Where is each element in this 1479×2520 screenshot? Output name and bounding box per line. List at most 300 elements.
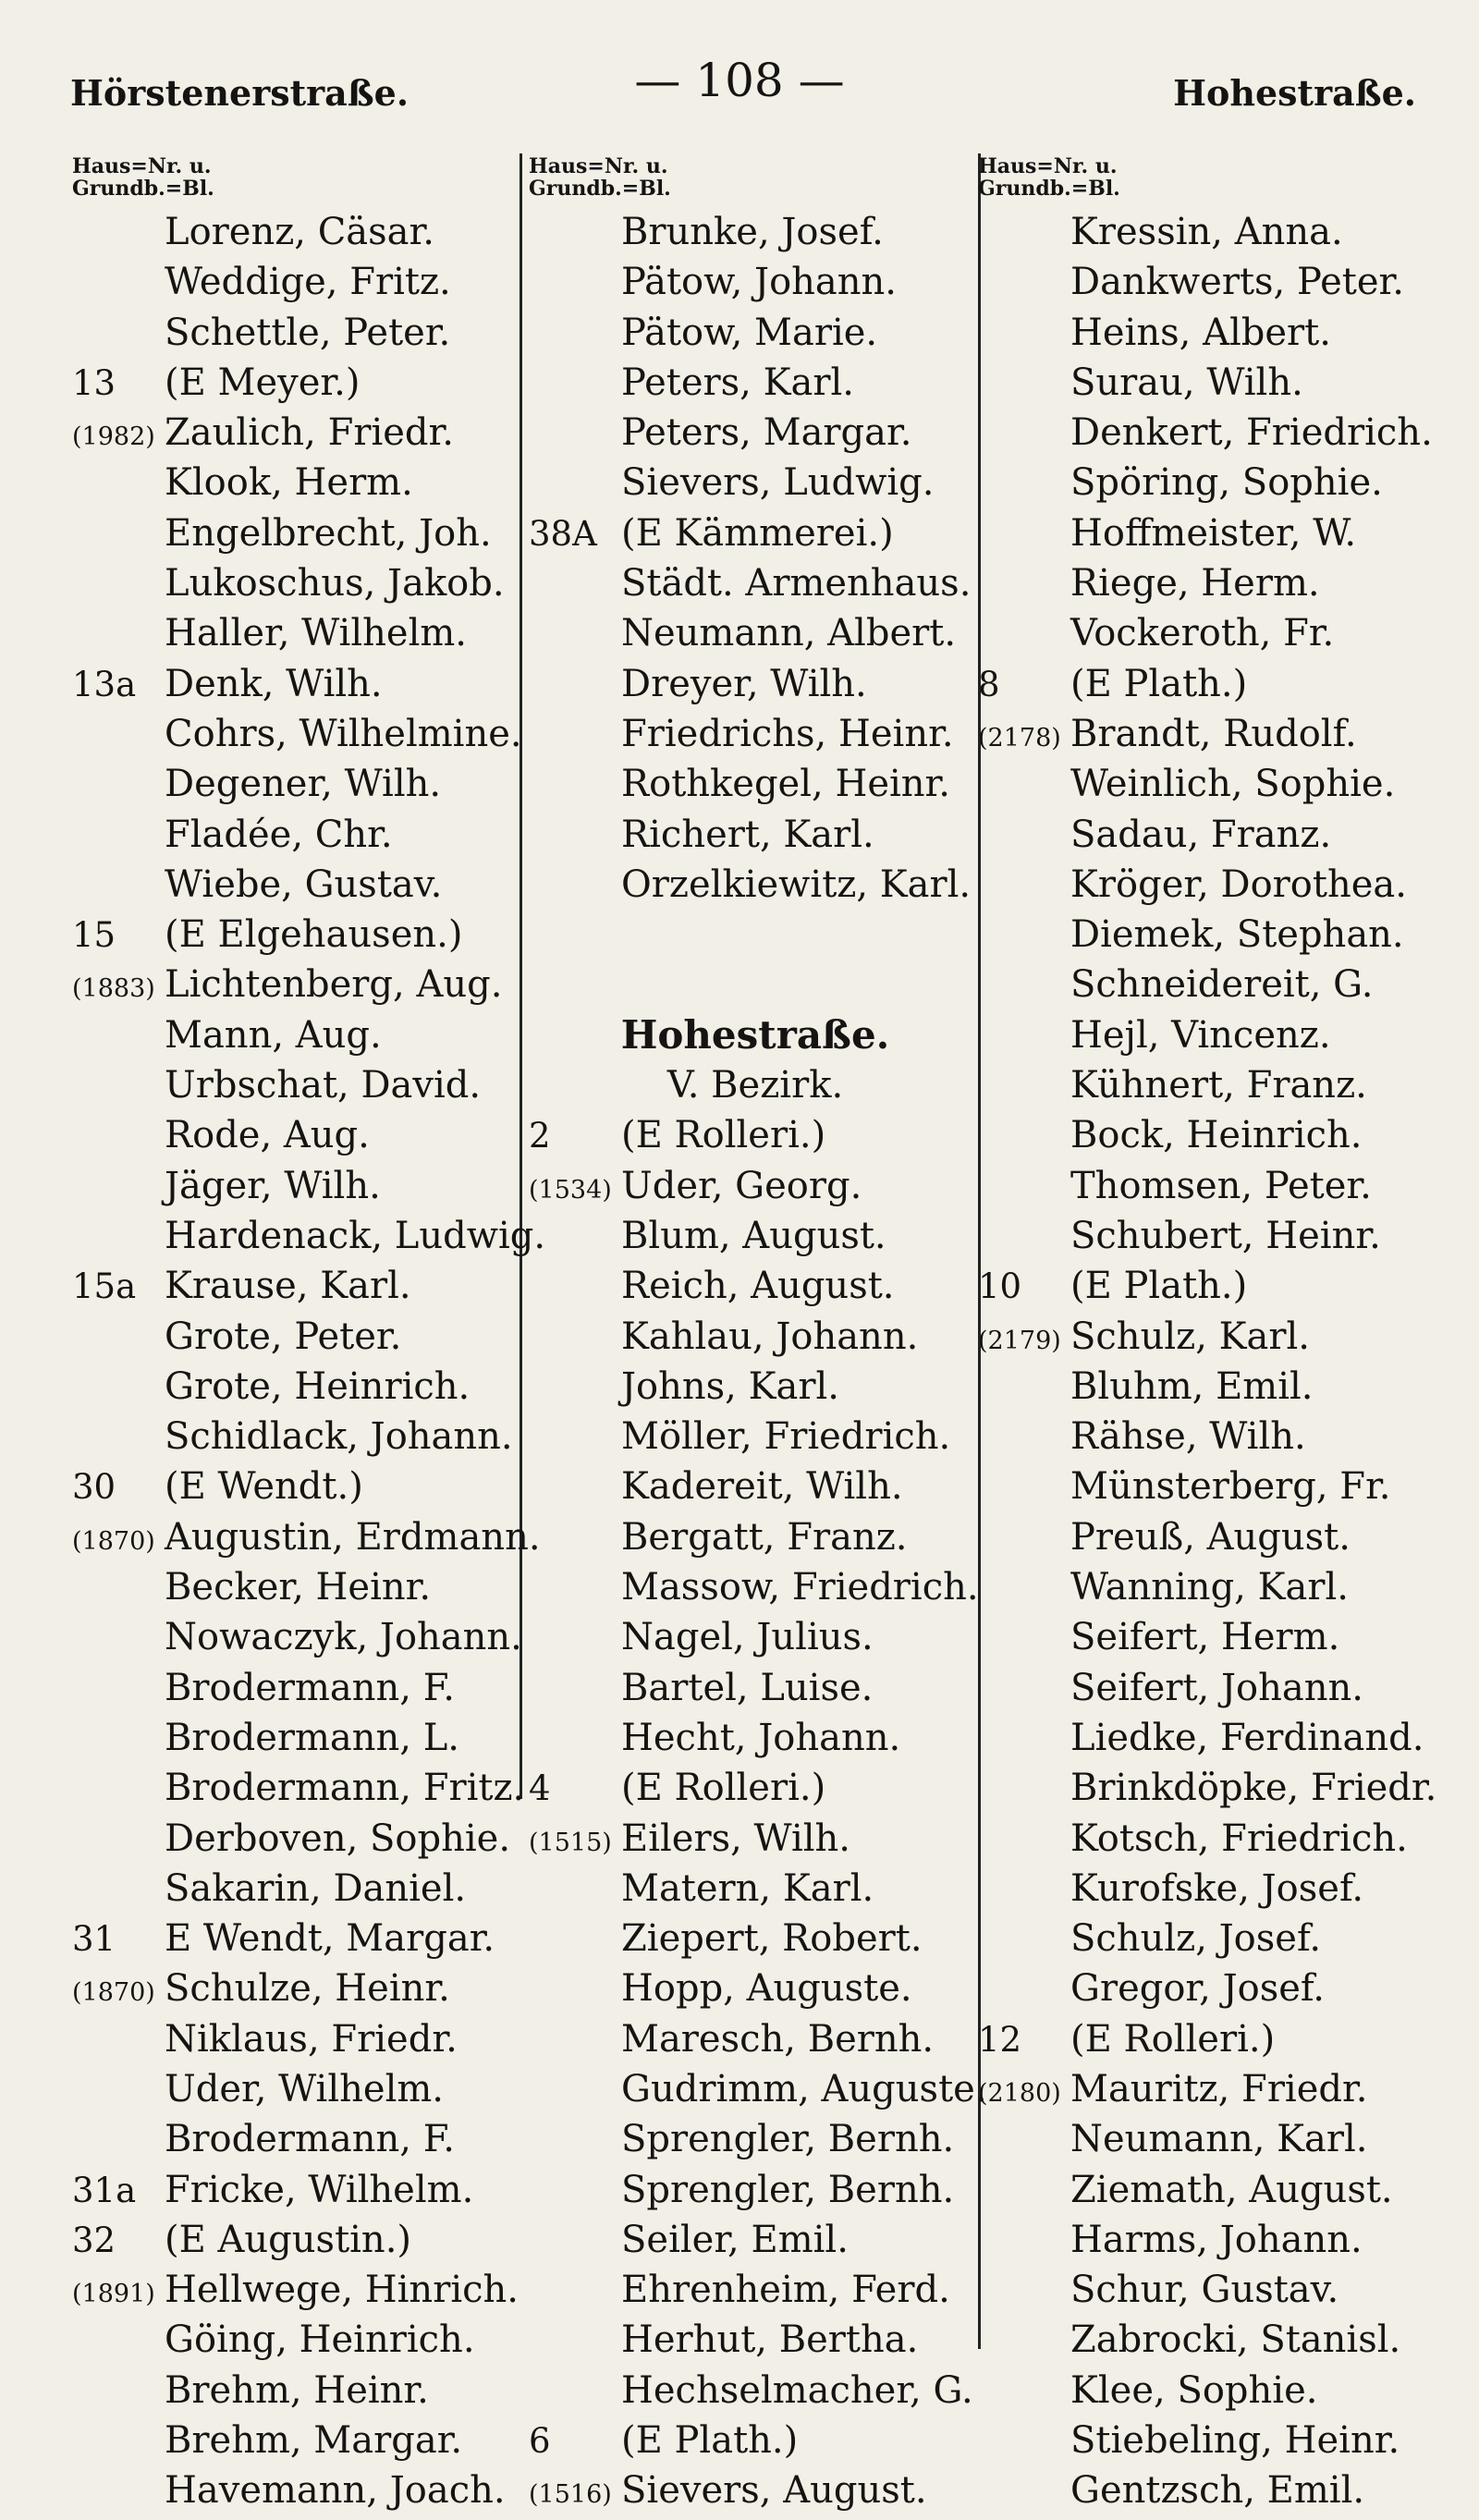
resident-name: Hejl, Vincenz. <box>1070 1013 1331 1057</box>
list-item <box>72 810 525 860</box>
resident-name: Brodermann, L. <box>165 1716 460 1759</box>
resident-name: Sakarin, Daniel. <box>165 1866 467 1910</box>
resident-name: Brodermann, F. <box>165 2118 455 2161</box>
list-item <box>529 2265 982 2315</box>
resident-name: (E Rolleri.) <box>621 1114 826 1157</box>
list-item <box>72 358 525 408</box>
list-item <box>529 558 982 608</box>
list-item <box>529 1864 982 1914</box>
resident-name: Kressin, Anna. <box>1070 211 1343 253</box>
list-item <box>72 1963 525 2013</box>
column-header-line2: Grundb.=Bl. <box>72 177 214 201</box>
list-item <box>529 1814 982 1864</box>
list-item <box>72 508 525 558</box>
list-item <box>529 1161 982 1211</box>
resident-name: Engelbrecht, Joh. <box>165 511 492 555</box>
list-item <box>529 1362 982 1412</box>
resident-name: (E Wendt.) <box>165 1465 363 1509</box>
resident-name: Schubert, Heinr. <box>1070 1214 1381 1257</box>
column-2 <box>529 154 987 2516</box>
resident-name: Möller, Friedrich. <box>621 1415 951 1459</box>
resident-name: Rode, Aug. <box>165 1114 370 1157</box>
list-item <box>978 2315 1440 2365</box>
resident-name: Ziepert, Robert. <box>621 1917 923 1961</box>
list-item <box>529 1612 982 1662</box>
resident-name: Herhut, Bertha. <box>621 2318 919 2362</box>
resident-name: Bluhm, Emil. <box>1070 1364 1314 1408</box>
list-item <box>72 1512 541 1562</box>
list-item <box>72 558 525 608</box>
list-item <box>72 1211 546 1261</box>
resident-name: Göing, Heinrich. <box>165 2318 475 2362</box>
list-item <box>529 2114 982 2164</box>
list-item <box>72 1663 525 1713</box>
resident-name: Zabrocki, Stanisl. <box>1070 2318 1401 2362</box>
house-number: 15a <box>72 1266 137 1307</box>
resident-name: Augustin, Erdmann. <box>165 1515 541 1559</box>
list-item <box>978 1612 1440 1662</box>
column-header-line2: Grundb.=Bl. <box>529 177 671 201</box>
column-header-line1: Haus=Nr. u. <box>978 154 1118 178</box>
list-item <box>529 207 982 257</box>
list-item <box>978 659 1440 709</box>
resident-name: Brandt, Rudolf. <box>1070 712 1357 755</box>
resident-name: (E Rolleri.) <box>621 1767 826 1810</box>
resident-name: Brodermann, F. <box>165 1666 455 1709</box>
resident-name: Seifert, Johann. <box>1070 1666 1363 1709</box>
resident-name: Massow, Friedrich. <box>621 1566 979 1609</box>
list-item <box>72 257 525 307</box>
list-item <box>72 1060 525 1110</box>
list-item <box>72 608 525 658</box>
resident-name: Denk, Wilh. <box>165 662 383 705</box>
list-item <box>72 1612 525 1662</box>
resident-name: Grote, Heinrich. <box>165 1364 471 1408</box>
list-item <box>978 2416 1440 2465</box>
house-number: (1891) <box>72 2280 155 2309</box>
resident-name: Matern, Karl. <box>621 1866 874 1910</box>
resident-name: Nowaczyk, Johann. <box>165 1616 522 1659</box>
list-item <box>72 1412 525 1462</box>
resident-name: Gudrimm, Auguste. <box>621 2067 987 2110</box>
resident-name: Fladée, Chr. <box>165 813 393 856</box>
list-item <box>72 1261 525 1311</box>
resident-name: Schulze, Heinr. <box>165 1967 450 2011</box>
list-item <box>529 508 982 558</box>
resident-name: Sadau, Franz. <box>1070 813 1332 856</box>
list-item <box>529 2315 982 2365</box>
resident-name: Riege, Herm. <box>1070 562 1320 606</box>
list-item <box>978 2014 1440 2064</box>
resident-name: Hopp, Auguste. <box>621 1967 912 2011</box>
list-item <box>978 2265 1440 2315</box>
column-header <box>72 155 525 207</box>
list-item <box>529 1512 982 1562</box>
list-item <box>978 358 1440 408</box>
resident-name: Bock, Heinrich. <box>1070 1114 1363 1157</box>
resident-name: Ehrenheim, Ferd. <box>621 2269 950 2312</box>
resident-name: Peters, Karl. <box>621 361 854 404</box>
list-item <box>529 1110 982 1160</box>
resident-name: Sprengler, Bernh. <box>621 2168 955 2211</box>
list-item <box>978 2215 1440 2265</box>
list-item <box>978 558 1440 608</box>
house-number: (1870) <box>72 1978 155 2008</box>
list-item <box>529 2014 982 2064</box>
list-item <box>72 2165 525 2215</box>
list-item <box>72 2014 525 2064</box>
list-item <box>529 308 982 358</box>
house-number: (2178) <box>978 723 1061 752</box>
list-item <box>978 759 1440 809</box>
list-item <box>529 1763 982 1813</box>
list-item <box>72 1010 525 1060</box>
list-item <box>978 1161 1440 1211</box>
list-item <box>529 2366 982 2416</box>
list-item <box>72 960 525 1009</box>
house-number: 30 <box>72 1467 116 1508</box>
list-item <box>978 1010 1440 1060</box>
resident-name: Urbschat, David. <box>165 1064 482 1107</box>
resident-name: Liedke, Ferdinand. <box>1070 1716 1424 1759</box>
resident-name: Hellwege, Hinrich. <box>165 2269 519 2312</box>
resident-name: Reich, August. <box>621 1265 895 1308</box>
resident-name: Uder, Wilhelm. <box>165 2067 445 2110</box>
resident-name: Sievers, August. <box>621 2469 927 2513</box>
list-item <box>72 709 525 759</box>
resident-name: (E Kämmerei.) <box>621 511 894 555</box>
resident-name: Seifert, Herm. <box>1070 1616 1340 1659</box>
resident-name: Heins, Albert. <box>1070 311 1331 354</box>
column-1 <box>72 154 546 2516</box>
list-item <box>529 1261 982 1311</box>
list-item <box>72 1312 525 1362</box>
resident-name: Gentzsch, Emil. <box>1070 2469 1365 2513</box>
resident-name: Kadereit, Wilh. <box>621 1465 903 1509</box>
resident-name: Uder, Georg. <box>621 1164 862 1207</box>
resident-name: (E Plath.) <box>1070 662 1248 705</box>
resident-name: Friedrichs, Heinr. <box>621 712 954 755</box>
list-item <box>529 1562 982 1612</box>
list-item <box>978 2114 1440 2164</box>
house-number: 6 <box>529 2421 551 2462</box>
resident-name: Zaulich, Friedr. <box>165 411 454 455</box>
resident-name: Surau, Wilh. <box>1070 361 1303 404</box>
list-item <box>978 910 1440 960</box>
resident-name: (E Rolleri.) <box>1070 2017 1276 2061</box>
list-item <box>529 1312 982 1362</box>
resident-name: Diemek, Stephan. <box>1070 913 1404 957</box>
list-item <box>978 257 1440 307</box>
list-item <box>978 1864 1440 1914</box>
list-item <box>529 659 982 709</box>
resident-name: Schidlack, Johann. <box>165 1415 513 1459</box>
list-item <box>529 408 982 458</box>
list-item <box>529 1211 982 1261</box>
list-item <box>978 1914 1440 1963</box>
list-item <box>72 2366 525 2416</box>
resident-name: Cohrs, Wilhelmine. <box>165 712 522 755</box>
resident-name: (E Plath.) <box>1070 1265 1248 1308</box>
list-item <box>529 1412 982 1462</box>
resident-name: Gregor, Josef. <box>1070 1967 1325 2011</box>
house-number: 4 <box>529 1768 551 1809</box>
resident-name: Brunke, Josef. <box>621 211 884 253</box>
resident-name: Bartel, Luise. <box>621 1666 874 1709</box>
list-item <box>72 1713 525 1763</box>
list-item <box>529 458 982 508</box>
list-item <box>72 1763 525 1813</box>
house-number: (1516) <box>529 2480 612 2510</box>
resident-name: Kotsch, Friedrich. <box>1070 1817 1408 1860</box>
resident-name: Stiebeling, Heinr. <box>1070 2419 1400 2463</box>
list-item <box>978 1312 1440 1362</box>
resident-name: Fricke, Wilhelm. <box>165 2168 474 2211</box>
resident-name: Städt. Armenhaus. <box>621 562 972 606</box>
resident-name: Klook, Herm. <box>165 461 413 505</box>
house-number: 15 <box>72 915 116 956</box>
running-head-left: Hörstenerstraße. <box>70 72 409 114</box>
resident-name: Eilers, Wilh. <box>621 1817 851 1860</box>
resident-name: (E Plath.) <box>621 2419 799 2463</box>
list-item <box>72 1462 525 1511</box>
resident-name: Brinkdöpke, Friedr. <box>1070 1767 1437 1810</box>
list-item <box>529 358 982 408</box>
resident-name: Brehm, Margar. <box>165 2419 463 2463</box>
list-item <box>978 2165 1440 2215</box>
section-subtitle: V. Bezirk. <box>666 1064 844 1107</box>
resident-name: Weinlich, Sophie. <box>1070 763 1396 806</box>
list-item <box>978 960 1440 1009</box>
resident-name: Wiebe, Gustav. <box>165 862 443 906</box>
list-item <box>978 1211 1440 1261</box>
column-header-line2: Grundb.=Bl. <box>978 177 1120 201</box>
section-title: Hohestraße. <box>620 1011 890 1058</box>
list-item <box>529 860 982 910</box>
resident-name: Weddige, Fritz. <box>165 261 451 304</box>
resident-name: Brodermann, Fritz. <box>165 1767 525 1810</box>
list-item <box>978 1362 1440 1412</box>
list-item <box>72 910 525 960</box>
resident-name: Brehm, Heinr. <box>165 2368 429 2412</box>
resident-name: Peters, Margar. <box>621 411 912 455</box>
resident-name: Sprengler, Bernh. <box>621 2118 955 2161</box>
list-item <box>978 308 1440 358</box>
resident-name: Neumann, Albert. <box>621 612 957 655</box>
house-number: 13 <box>72 362 116 403</box>
list-item <box>978 2366 1440 2416</box>
list-item <box>72 1814 525 1864</box>
resident-name: Neumann, Karl. <box>1070 2118 1368 2161</box>
entry-list <box>72 207 546 2516</box>
resident-name: Blum, August. <box>621 1214 886 1257</box>
house-number: 13a <box>72 664 137 704</box>
resident-name: Münsterberg, Fr. <box>1070 1465 1391 1509</box>
list-item <box>978 1110 1440 1160</box>
list-item <box>529 608 982 658</box>
resident-name: Thomsen, Peter. <box>1070 1164 1372 1207</box>
list-item <box>978 1562 1440 1612</box>
list-item <box>72 1562 525 1612</box>
list-item <box>529 2064 987 2114</box>
house-number: (1883) <box>72 974 155 1004</box>
resident-name: Hoffmeister, W. <box>1070 511 1357 555</box>
house-number: (2180) <box>978 2078 1061 2108</box>
resident-name: Schulz, Josef. <box>1070 1917 1322 1961</box>
resident-name: Kröger, Dorothea. <box>1070 862 1407 906</box>
house-number: (1982) <box>72 422 155 452</box>
list-item <box>72 1914 525 1963</box>
resident-name: Grote, Peter. <box>165 1315 402 1358</box>
resident-name: (E Elgehausen.) <box>165 913 463 957</box>
list-item <box>978 1462 1440 1511</box>
resident-name: Schettle, Peter. <box>165 311 451 354</box>
entry-list <box>529 207 987 2516</box>
column-header <box>978 155 1440 207</box>
resident-name: Harms, Johann. <box>1070 2218 1363 2261</box>
resident-name: Niklaus, Friedr. <box>165 2017 458 2061</box>
house-number: 2 <box>529 1116 551 1156</box>
list-item <box>72 308 525 358</box>
resident-name: (E Meyer.) <box>165 361 361 404</box>
resident-name: Havemann, Joach. <box>165 2469 506 2513</box>
house-number: (1870) <box>72 1526 155 1556</box>
list-item <box>978 709 1440 759</box>
column-header-line1: Haus=Nr. u. <box>529 154 668 178</box>
house-number: 31a <box>72 2170 137 2210</box>
list-item <box>72 2215 525 2265</box>
resident-name: Kühnert, Franz. <box>1070 1064 1367 1107</box>
resident-name: Preuß, August. <box>1070 1515 1351 1559</box>
resident-name: Degener, Wilh. <box>165 763 442 806</box>
list-item <box>978 1963 1440 2013</box>
resident-name: Pätow, Marie. <box>621 311 878 354</box>
house-number: 10 <box>978 1266 1022 1307</box>
resident-name: Schneidereit, G. <box>1070 963 1374 1007</box>
list-item <box>72 2114 525 2164</box>
list-item <box>978 508 1440 558</box>
resident-name: Schulz, Karl. <box>1070 1315 1310 1358</box>
house-number: 38A <box>529 513 597 554</box>
running-head-right: Hohestraße. <box>1173 72 1416 114</box>
resident-name: Kurofske, Josef. <box>1070 1866 1364 1910</box>
resident-name: Kahlau, Johann. <box>621 1315 919 1358</box>
resident-name: Hecht, Johann. <box>621 1716 901 1759</box>
list-item <box>529 1963 982 2013</box>
house-number: (2179) <box>978 1326 1061 1355</box>
resident-name: Pätow, Johann. <box>621 261 898 304</box>
house-number: 8 <box>978 664 1000 704</box>
list-item <box>978 207 1440 257</box>
resident-name: Schur, Gustav. <box>1070 2269 1339 2312</box>
resident-name: Bergatt, Franz. <box>621 1515 908 1559</box>
list-item <box>529 257 982 307</box>
list-item <box>72 2416 525 2465</box>
column-header-line1: Haus=Nr. u. <box>72 154 212 178</box>
resident-name: Nagel, Julius. <box>621 1616 874 1659</box>
list-item <box>978 1512 1440 1562</box>
resident-name: Wanning, Karl. <box>1070 1566 1349 1609</box>
resident-name: Orzelkiewitz, Karl. <box>621 862 972 906</box>
list-item <box>529 709 982 759</box>
page-number: — 108 — <box>634 54 845 107</box>
house-number: 12 <box>978 2019 1022 2060</box>
resident-name: Rähse, Wilh. <box>1070 1415 1306 1459</box>
resident-name: Mann, Aug. <box>165 1013 382 1057</box>
column-header <box>529 155 982 207</box>
resident-name: Rothkegel, Heinr. <box>621 763 950 806</box>
list-item <box>72 2465 525 2515</box>
list-item <box>72 2315 525 2365</box>
list-item <box>978 458 1440 508</box>
resident-name: Maresch, Bernh. <box>621 2017 935 2061</box>
resident-name: Becker, Heinr. <box>165 1566 432 1609</box>
resident-name: Haller, Wilhelm. <box>165 612 468 655</box>
resident-name: Denkert, Friedrich. <box>1070 411 1433 455</box>
list-item <box>529 1663 982 1713</box>
list-item <box>978 1261 1440 1311</box>
resident-name: Lorenz, Cäsar. <box>165 211 434 253</box>
list-item <box>529 2416 982 2465</box>
list-item <box>978 1060 1440 1110</box>
list-item <box>529 960 982 1009</box>
list-item <box>978 2465 1440 2515</box>
resident-name: Richert, Karl. <box>621 813 874 856</box>
resident-name: Mauritz, Friedr. <box>1070 2067 1368 2110</box>
resident-name: Lichtenberg, Aug. <box>165 963 503 1007</box>
list-item <box>72 860 525 910</box>
resident-name: E Wendt, Margar. <box>165 1917 495 1961</box>
list-item <box>72 1362 525 1412</box>
list-item <box>72 2064 525 2114</box>
house-number: 32 <box>72 2220 116 2260</box>
list-item <box>978 1763 1440 1813</box>
list-item <box>978 408 1440 458</box>
house-number: (1534) <box>529 1175 612 1205</box>
list-item <box>72 759 525 809</box>
list-item <box>978 1713 1440 1763</box>
list-item <box>529 2165 982 2215</box>
list-item <box>72 1161 525 1211</box>
list-item <box>72 659 525 709</box>
list-item <box>72 1864 525 1914</box>
resident-name: Hechselmacher, G. <box>621 2368 973 2412</box>
list-item <box>529 910 982 960</box>
list-item <box>72 408 525 458</box>
list-item <box>72 458 525 508</box>
resident-name: Hardenack, Ludwig. <box>165 1214 546 1257</box>
resident-name: Johns, Karl. <box>621 1364 839 1408</box>
resident-name: Sievers, Ludwig. <box>621 461 935 505</box>
resident-name: Vockeroth, Fr. <box>1070 612 1335 655</box>
house-number: 31 <box>72 1919 116 1960</box>
resident-name: Seiler, Emil. <box>621 2218 849 2261</box>
list-item <box>529 1914 982 1963</box>
list-item <box>529 1462 982 1511</box>
list-item <box>72 1110 525 1160</box>
list-item <box>978 1663 1440 1713</box>
resident-name: Jäger, Wilh. <box>165 1164 381 1207</box>
list-item <box>529 2465 982 2515</box>
resident-name: Lukoschus, Jakob. <box>165 562 505 606</box>
list-item <box>978 860 1440 910</box>
resident-name: Klee, Sophie. <box>1070 2368 1318 2412</box>
list-item <box>978 1814 1440 1864</box>
resident-name: Dreyer, Wilh. <box>621 662 867 705</box>
list-item <box>72 2265 525 2315</box>
house-number: (1515) <box>529 1828 612 1857</box>
resident-name: Krause, Karl. <box>165 1265 411 1308</box>
